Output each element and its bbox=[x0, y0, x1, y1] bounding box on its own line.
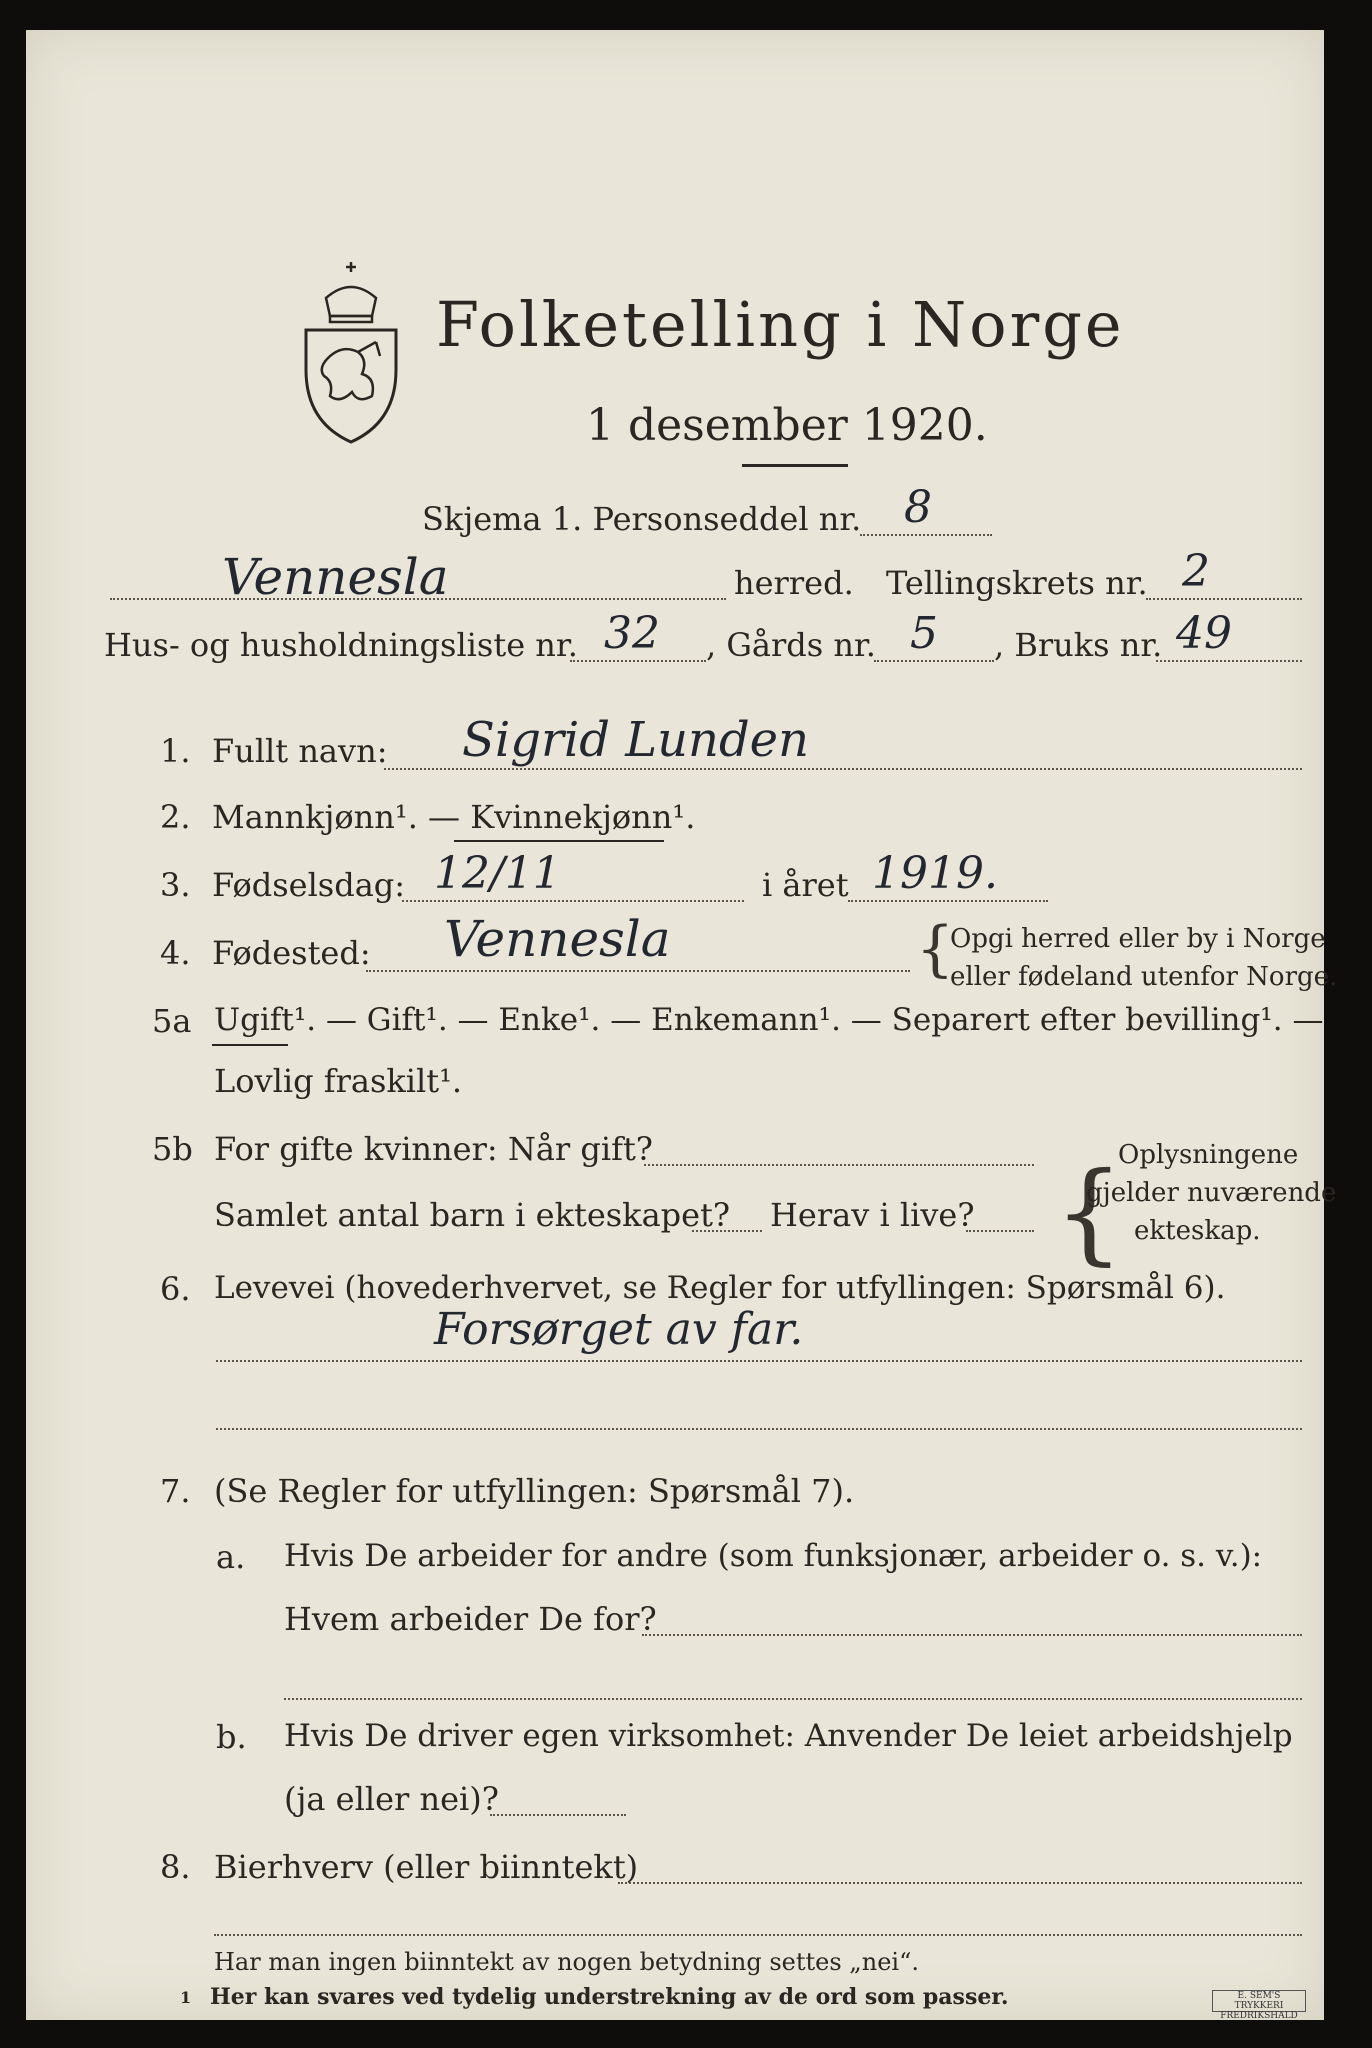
q6-number: 6. bbox=[160, 1270, 191, 1308]
q1-label: Fullt navn: bbox=[212, 732, 388, 770]
occupation-value[interactable]: Forsørget av far. bbox=[434, 1304, 804, 1355]
q5b-alive-label: Herav i live? bbox=[770, 1196, 975, 1234]
q4-label: Fødested: bbox=[212, 934, 371, 972]
year-label: i året bbox=[762, 866, 849, 904]
side-income-line-2 bbox=[214, 1934, 1302, 1936]
bruks-label: , Bruks nr. bbox=[994, 626, 1163, 664]
q4-number: 4. bbox=[160, 934, 191, 972]
q5b-number: 5b bbox=[152, 1130, 193, 1168]
q7-number: 7. bbox=[160, 1472, 191, 1510]
birth-year-value[interactable]: 1919. bbox=[872, 848, 998, 899]
q3-number: 3. bbox=[160, 866, 191, 904]
q7-label: (Se Regler for utfyllingen: Spørsmål 7). bbox=[214, 1472, 855, 1510]
footnote-marker: 1 bbox=[180, 1988, 192, 2007]
q7a-line1: Hvis De arbeider for andre (som funksjonær, arbeider o. s. v.): bbox=[284, 1538, 1263, 1574]
q5b-line1: For gifte kvinner: Når gift? bbox=[214, 1130, 653, 1168]
schema-label: Skjema 1. Personseddel nr. bbox=[422, 500, 862, 538]
norwegian-coat-of-arms-icon bbox=[296, 258, 406, 448]
birthplace-note-brace: { bbox=[916, 914, 955, 984]
q2-number: 2. bbox=[160, 798, 191, 836]
q7a-number: a. bbox=[216, 1538, 246, 1576]
married-when-line bbox=[644, 1164, 1034, 1166]
hus-value[interactable]: 32 bbox=[604, 608, 660, 659]
q7a-line2: Hvem arbeider De for? bbox=[284, 1600, 657, 1638]
q5a-number: 5a bbox=[152, 1002, 192, 1040]
tellingskrets-line bbox=[1146, 598, 1302, 600]
bruks-line bbox=[1156, 660, 1302, 662]
marriage-note-brace: { bbox=[1054, 1148, 1124, 1276]
hus-line bbox=[570, 660, 706, 662]
year-line bbox=[848, 900, 1048, 902]
q7b-number: b. bbox=[216, 1718, 247, 1756]
q8-label: Bierhverv (eller biinntekt) bbox=[214, 1848, 639, 1886]
personseddel-line bbox=[860, 534, 992, 536]
q6-label: Levevei (hovederhvervet, se Regler for utfyllingen: Spørsmål 6). bbox=[214, 1270, 1226, 1306]
q3-label: Fødselsdag: bbox=[212, 866, 406, 904]
q7b-line2: (ja eller nei)? bbox=[284, 1780, 499, 1818]
herred-label: herred. bbox=[734, 564, 854, 602]
personseddel-nr-value[interactable]: 8 bbox=[904, 482, 932, 533]
birthplace-line bbox=[366, 970, 910, 972]
side-income-line bbox=[618, 1882, 1302, 1884]
no-income-note: Har man ingen biinntekt av nogen betydning settes „nei“. bbox=[214, 1948, 919, 1976]
footnote-text: Her kan svares ved tydelig understrekning av de ord som passer. bbox=[210, 1984, 1009, 2010]
q1-line bbox=[384, 768, 1302, 770]
children-line bbox=[692, 1230, 762, 1232]
alive-line bbox=[966, 1230, 1034, 1232]
tellingskrets-label: Tellingskrets nr. bbox=[886, 564, 1148, 602]
birthplace-note-line2: eller fødeland utenfor Norge. bbox=[950, 962, 1338, 992]
hus-label: Hus- og husholdningsliste nr. bbox=[104, 626, 578, 664]
gards-label: , Gårds nr. bbox=[706, 626, 876, 664]
bruks-value[interactable]: 49 bbox=[1176, 608, 1232, 659]
ugift-underline bbox=[212, 1044, 288, 1046]
employer-line-2 bbox=[284, 1698, 1302, 1700]
marriage-note-line2: gjelder nuværende bbox=[1086, 1178, 1337, 1208]
birthday-value[interactable]: 12/11 bbox=[434, 848, 561, 899]
q1-number: 1. bbox=[160, 732, 191, 770]
gender-options: Mannkjønn¹. — Kvinnekjønn¹. bbox=[212, 798, 696, 836]
birthplace-note-line1: Opgi herred eller by i Norge bbox=[950, 924, 1326, 954]
birthplace-value[interactable]: Vennesla bbox=[444, 910, 671, 968]
marital-status-line2: Lovlig fraskilt¹. bbox=[214, 1062, 463, 1100]
kvinnekjonn-underline bbox=[454, 840, 664, 842]
marriage-note-line1: Oplysningene bbox=[1118, 1140, 1299, 1170]
census-date: 1 desember 1920. bbox=[586, 400, 988, 451]
birthday-line bbox=[402, 900, 744, 902]
form-title: Folketelling i Norge bbox=[436, 288, 1125, 361]
gards-line bbox=[874, 660, 994, 662]
q8-number: 8. bbox=[160, 1848, 191, 1886]
tellingskrets-value[interactable]: 2 bbox=[1182, 546, 1210, 597]
occupation-line-2 bbox=[216, 1428, 1302, 1430]
census-form-page bbox=[26, 30, 1338, 2021]
q5b-children-label: Samlet antal barn i ekteskapet? bbox=[214, 1196, 731, 1234]
herred-value[interactable]: Vennesla bbox=[222, 548, 449, 606]
title-divider bbox=[742, 464, 848, 467]
marriage-note-line3: ekteskap. bbox=[1134, 1216, 1261, 1246]
marital-status-options: Ugift¹. — Gift¹. — Enke¹. — Enkemann¹. — Separert efter bevilling¹. — bbox=[214, 1002, 1324, 1038]
printer-stamp: E. SEM'S TRYKKERI FREDRIKSHALD bbox=[1212, 1990, 1306, 2012]
q7b-line1: Hvis De driver egen virksomhet: Anvender De leiet arbeidshjelp bbox=[284, 1718, 1293, 1754]
gards-value[interactable]: 5 bbox=[910, 608, 938, 659]
full-name-value[interactable]: Sigrid Lunden bbox=[462, 712, 809, 768]
hired-help-line bbox=[490, 1814, 626, 1816]
occupation-line-1 bbox=[216, 1360, 1302, 1362]
employer-line bbox=[642, 1634, 1302, 1636]
